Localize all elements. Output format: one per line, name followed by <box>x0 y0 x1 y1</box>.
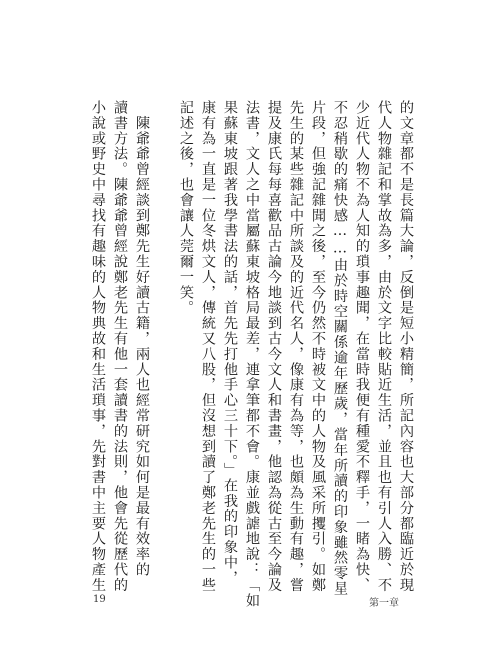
text-column: 法書，文人之中當屬蘇東坡格局最差，連拿筆都不會。康並戲謔地說：「如 <box>244 100 260 609</box>
text-column: 不忍稍歇的痛快感……由於時空關係逾年歷歲，當年所讀的印象雖然零星 <box>332 100 348 597</box>
text-column: 的文章都不是長篇大論，反倒是短小精簡，所記內容也大部分都臨近於現 <box>398 100 414 593</box>
text-column: 小說或野史中尋找有趣味的人物典故和生活瑣事，先對書中主要人物產生 <box>90 100 106 593</box>
page-number: 19 <box>93 594 106 605</box>
text-column: 少近代人物不為人知的瑣事趣聞，在當時我便有種愛不釋手，一睹為快、 <box>354 100 370 593</box>
text-column: 陳爺爺曾經談到鄭先生好讀古籍，兩人也經常研究如何是最有效率的 <box>134 100 150 578</box>
text-column: 讀書方法。陳爺爺曾經說鄭老先生有他一套讀書的法則，他會先從歷代的 <box>112 100 128 593</box>
text-column: 片段，但強記雜聞之後，至今仍然不時被文中的人物及風采所攫引。如鄭 <box>310 100 326 593</box>
text-column: 先生的某些雜記中所談及的近代名人，像康有為等，也頗為生動有趣，嘗 <box>288 100 304 593</box>
text-column: 提及康氏每每喜歡品古論今地談到古今文人和書畫，他認為從古至今論及 <box>266 100 282 593</box>
text-column: 記述之後，也會讓人莞爾一笑。 <box>178 100 194 316</box>
chapter-label: 第一章 <box>369 598 399 609</box>
text-column: 代人物雜記和掌故為多，由於文字比較貼近生活，並且也有引人入勝、不 <box>376 100 392 593</box>
text-column: 康有為一直是一位冬烘文人，傳統又八股，但沒想到讀了鄭老先生的一些 <box>200 100 216 593</box>
text-column: 果蘇東坡跟著我學書法的話，首先先打他手心三十下。」在我的印象中， <box>222 100 238 586</box>
